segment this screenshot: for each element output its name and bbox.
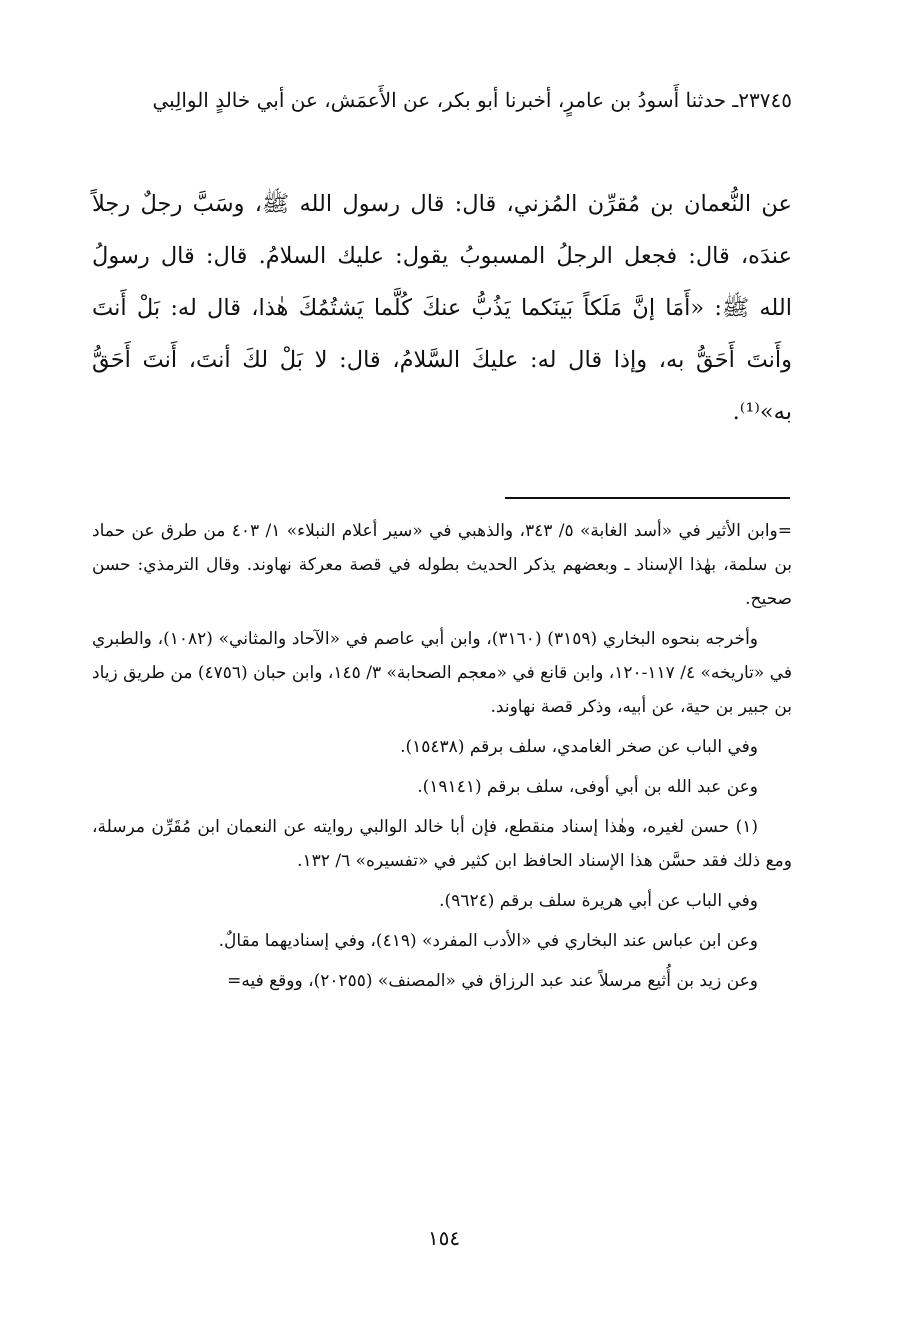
footnote-paragraph: =وابن الأثير في «أسد الغابة» ٥/ ٣٤٣، والذهبي في «سير أعلام النبلاء» ١/ ٤٠٣ من طرق عن حماد بن سلمة، بهٰذا الإسناد ـ وبعضهم يذكر الحديث بطوله في قصة معركة نهاوند. وقال الترمذي: حسن صحيح.	[92, 521, 792, 609]
footnote-paragraph: وعن زيد بن أُثيع مرسلاً عند عبد الرزاق في «المصنف» (٢٠٢٥٥)، ووقع فيه=	[227, 971, 758, 991]
footnotes	[92, 514, 792, 1004]
footnote-paragraph: وفي الباب عن أبي هريرة سلف برقم (٩٦٢٤).	[439, 891, 758, 911]
footnote-paragraph: وأخرجه بنحوه البخاري (٣١٥٩) (٣١٦٠)، وابن أبي عاصم في «الآحاد والمثاني» (١٠٨٢)، والطبري في «تاريخه» ٤/ ١١٧-١٢٠، وابن قانع في «معجم الصحابة» ٣/ ١٤٥، وابن حبان (٤٧٥٦) من طريق زياد بن جبير بن حية، عن أبيه، وذكر قصة نهاوند.	[92, 629, 792, 717]
hadith-isnad: ٢٣٧٤٥ـ حدثنا أَسودُ بن عامرٍ، أخبرنا أبو بكر، عن الأَعمَش، عن أبي خالدٍ الوالِبي	[152, 88, 792, 112]
footnote-paragraph: (١) حسن لغيره، وهٰذا إسناد منقطع، فإن أبا خالد الوالبي روايته عن النعمان ابن مُقَرِّن مرسلة، ومع ذلك فقد حسَّن هذا الإسناد الحافظ ابن كثير في «تفسيره» ٦/ ١٣٢.	[92, 817, 792, 871]
footnote-paragraph: وعن عبد الله بن أبي أوفى، سلف برقم (١٩١٤١).	[417, 777, 758, 797]
footnote-paragraph: وفي الباب عن صخر الغامدي، سلف برقم (١٥٤٣٨).	[400, 737, 758, 757]
footnote-separator	[505, 497, 790, 499]
page-number: ١٥٤	[427, 1226, 461, 1250]
hadith-matn: عن النُّعمان بن مُقرِّن المُزني، قال: قال رسول الله ﷺ، وسَبَّ رجلٌ رجلاً عندَه، قال: فجعل الرجلُ المسبوبُ يقول: عليك السلامُ. قال: قال رسولُ الله ﷺ: «أَمَا إنَّ مَلَكاً بَينَكما يَذُبُّ عنكَ كُلَّما يَشتُمُكَ هٰذا، قال له: بَلْ أَنتَ وأَنتَ أَحَقُّ به، وإذا قال له: عليكَ السَّلامُ، قال: لا بَلْ لكَ أنتَ، أَنتَ أَحَقُّ به»⁽¹⁾.	[92, 191, 792, 425]
footnote-paragraph: وعن ابن عباس عند البخاري في «الأدب المفرد» (٤١٩)، وفي إسناديهما مقالٌ.	[218, 931, 758, 951]
